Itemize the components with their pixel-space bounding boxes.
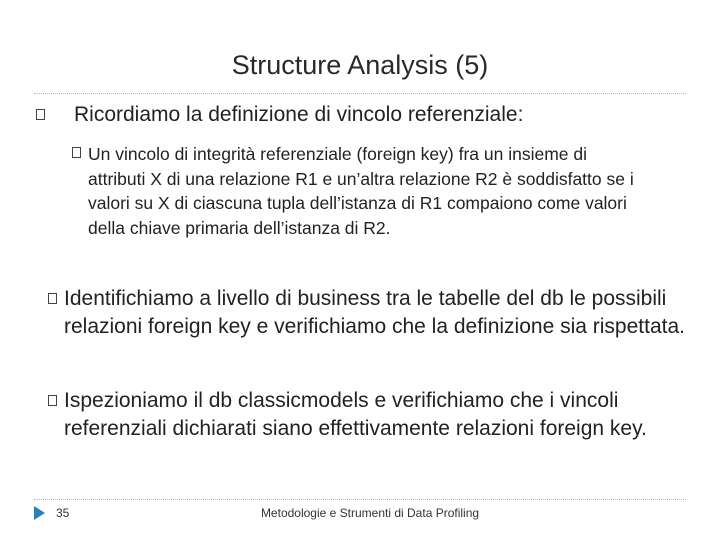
page-number: 35 bbox=[56, 506, 70, 520]
bullet-box-icon bbox=[46, 293, 58, 307]
bullet-2-text: Identifichiamo a livello di business tra le tabelle del db le possibili relazioni foreign key e verifichiamo che la definizione sia rispettata. bbox=[64, 287, 685, 338]
bullet-box-icon bbox=[46, 395, 58, 409]
sub-bullet-box-icon bbox=[70, 147, 82, 161]
bullet-box-icon bbox=[34, 109, 46, 123]
bullet-3-text: Ispezioniamo il db classicmodels e verifichiamo che i vincoli referenziali dichiarati siano effettivamente relazioni foreign key. bbox=[64, 389, 647, 440]
triangle-marker-icon bbox=[34, 506, 45, 520]
footer-title: Metodologie e Strumenti di Data Profiling bbox=[260, 506, 480, 520]
bullet-1-text: Ricordiamo la definizione di vincolo referenziale: bbox=[74, 103, 524, 126]
bullet-1-sub-text: Un vincolo di integrità referenziale (foreign key) fra un insieme di attributi X di una relazione R1 e un’altra relazione R2 è soddisfatto se i valori su X di ciascuna tupla dell’istanza di R1 compaiono come valori della chiave primaria dell’istanza di R2. bbox=[88, 144, 634, 238]
title-divider bbox=[34, 93, 686, 94]
footer-divider bbox=[34, 499, 686, 500]
slide-title: Structure Analysis (5) bbox=[231, 50, 489, 80]
